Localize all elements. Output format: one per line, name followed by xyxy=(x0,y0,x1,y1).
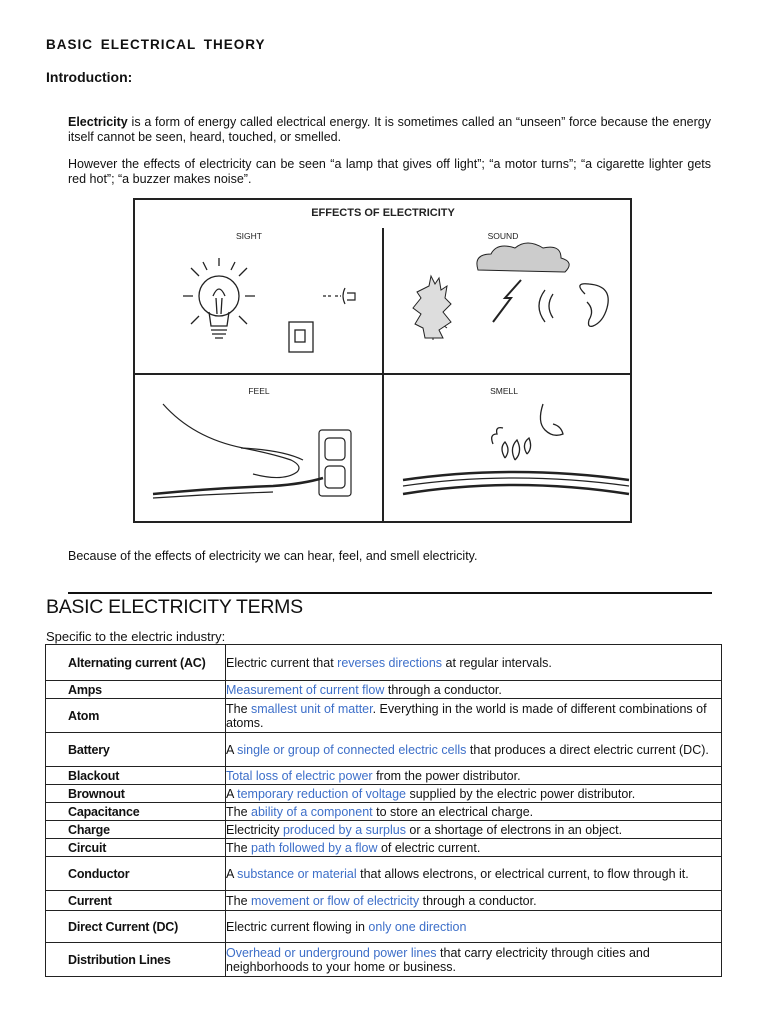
term-definition xyxy=(226,943,722,977)
term-name: Direct Current (DC) xyxy=(46,911,226,943)
term-definition xyxy=(226,785,722,803)
term-definition xyxy=(226,891,722,911)
term-definition xyxy=(226,767,722,785)
definition-text: The xyxy=(226,804,252,819)
term-definition xyxy=(226,803,722,821)
table-row xyxy=(46,681,722,699)
term-definition xyxy=(226,821,722,839)
definition-text: A xyxy=(226,786,238,801)
panel-label-feel: FEEL xyxy=(248,386,270,396)
highlighted-phrase: Overhead or underground power lines xyxy=(226,945,437,960)
term-name: Amps xyxy=(46,681,226,699)
effects-of-electricity-figure xyxy=(133,198,632,523)
term-definition xyxy=(226,733,722,767)
definition-text: that allows electrons, or electrical current, to flow through it. xyxy=(356,866,689,881)
intro-paragraph-1 xyxy=(68,115,711,145)
term-name: Charge xyxy=(46,821,226,839)
term-name: Distribution Lines xyxy=(46,943,226,977)
highlighted-phrase: substance or material xyxy=(237,866,357,881)
definition-text: The xyxy=(226,893,252,908)
intro-paragraph-2: However the effects of electricity can be seen “a lamp that gives off light”; “a motor turns”; “a cigarette lighter gets red hot”; “a buzzer makes noise”. xyxy=(68,157,711,186)
term-definition xyxy=(226,857,722,891)
term-definition xyxy=(226,911,722,943)
term-name: Battery xyxy=(46,733,226,767)
term-definition xyxy=(226,645,722,681)
table-row xyxy=(46,733,722,767)
term-definition xyxy=(226,699,722,733)
table-row xyxy=(46,911,722,943)
term-name: Blackout xyxy=(46,767,226,785)
term-name: Alternating current (AC) xyxy=(46,645,226,681)
highlighted-phrase: movement or flow of electricity xyxy=(251,893,420,908)
highlighted-phrase: path followed by a flow xyxy=(251,840,378,855)
definition-text: from the power distributor. xyxy=(372,768,521,783)
definition-text: Electric current flowing in xyxy=(226,919,369,934)
document-title: BASIC ELECTRICAL THEORY xyxy=(46,37,266,52)
electricity-bold-term: Electricity xyxy=(68,115,128,129)
introduction-heading: Introduction: xyxy=(46,69,133,85)
figure-title: EFFECTS OF ELECTRICITY xyxy=(311,207,455,219)
highlighted-phrase: only one direction xyxy=(368,919,467,934)
highlighted-phrase: produced by a surplus xyxy=(282,822,406,837)
panel-label-sound: SOUND xyxy=(487,231,519,241)
table-row xyxy=(46,699,722,733)
highlighted-phrase: single or group of connected electric cells xyxy=(237,742,467,757)
highlighted-phrase: reverses directions xyxy=(337,655,443,670)
definition-text: that produces a direct electric current (DC). xyxy=(466,742,709,757)
panel-label-smell: SMELL xyxy=(490,386,518,396)
table-row xyxy=(46,891,722,911)
table-row xyxy=(46,645,722,681)
definition-text: A xyxy=(226,866,238,881)
highlighted-phrase: Measurement of current flow xyxy=(226,682,385,697)
definition-text: at regular intervals. xyxy=(442,655,552,670)
section-divider xyxy=(68,592,712,594)
definition-text: . Everything in the world is made of different combinations of atoms. xyxy=(226,701,707,730)
table-row xyxy=(46,785,722,803)
highlighted-phrase: ability of a component xyxy=(251,804,373,819)
table-row xyxy=(46,857,722,891)
section-subheading: Specific to the electric industry: xyxy=(46,629,226,644)
definition-text: A xyxy=(226,742,238,757)
table-row xyxy=(46,821,722,839)
table-row xyxy=(46,943,722,977)
terms-table xyxy=(45,644,722,977)
definition-text: to store an electrical charge. xyxy=(372,804,534,819)
table-row xyxy=(46,803,722,821)
highlighted-phrase: smallest unit of matter xyxy=(251,701,373,716)
definition-text: supplied by the electric power distributor. xyxy=(405,786,636,801)
definition-text: of electric current. xyxy=(377,840,481,855)
highlighted-phrase: temporary reduction of voltage xyxy=(237,786,406,801)
table-row xyxy=(46,767,722,785)
definition-text: Electric current that xyxy=(226,655,338,670)
definition-text: The xyxy=(226,701,252,716)
definition-text: or a shortage of electrons in an object. xyxy=(405,822,623,837)
term-name: Atom xyxy=(46,699,226,733)
term-name: Conductor xyxy=(46,857,226,891)
term-definition xyxy=(226,839,722,857)
table-row xyxy=(46,839,722,857)
term-name: Circuit xyxy=(46,839,226,857)
term-definition xyxy=(226,681,722,699)
definition-text: The xyxy=(226,840,252,855)
definition-text: through a conductor. xyxy=(419,893,537,908)
intro-paragraph-1-text: is a form of energy called electrical energy. It is sometimes called an “unseen” force because the energy itself cannot be seen, heard, touched, or smelled. xyxy=(68,115,711,144)
definition-text: through a conductor. xyxy=(384,682,502,697)
panel-label-sight: SIGHT xyxy=(236,231,262,241)
definition-text: that carry electricity through cities and neighborhoods to your home or business. xyxy=(226,945,650,974)
term-name: Capacitance xyxy=(46,803,226,821)
highlighted-phrase: Total loss of electric power xyxy=(226,768,373,783)
term-name: Brownout xyxy=(46,785,226,803)
term-name: Current xyxy=(46,891,226,911)
section-heading: BASIC ELECTRICITY TERMS xyxy=(46,596,303,618)
effects-summary-paragraph: Because of the effects of electricity we can hear, feel, and smell electricity. xyxy=(68,549,478,563)
definition-text: Electricity xyxy=(226,822,283,837)
